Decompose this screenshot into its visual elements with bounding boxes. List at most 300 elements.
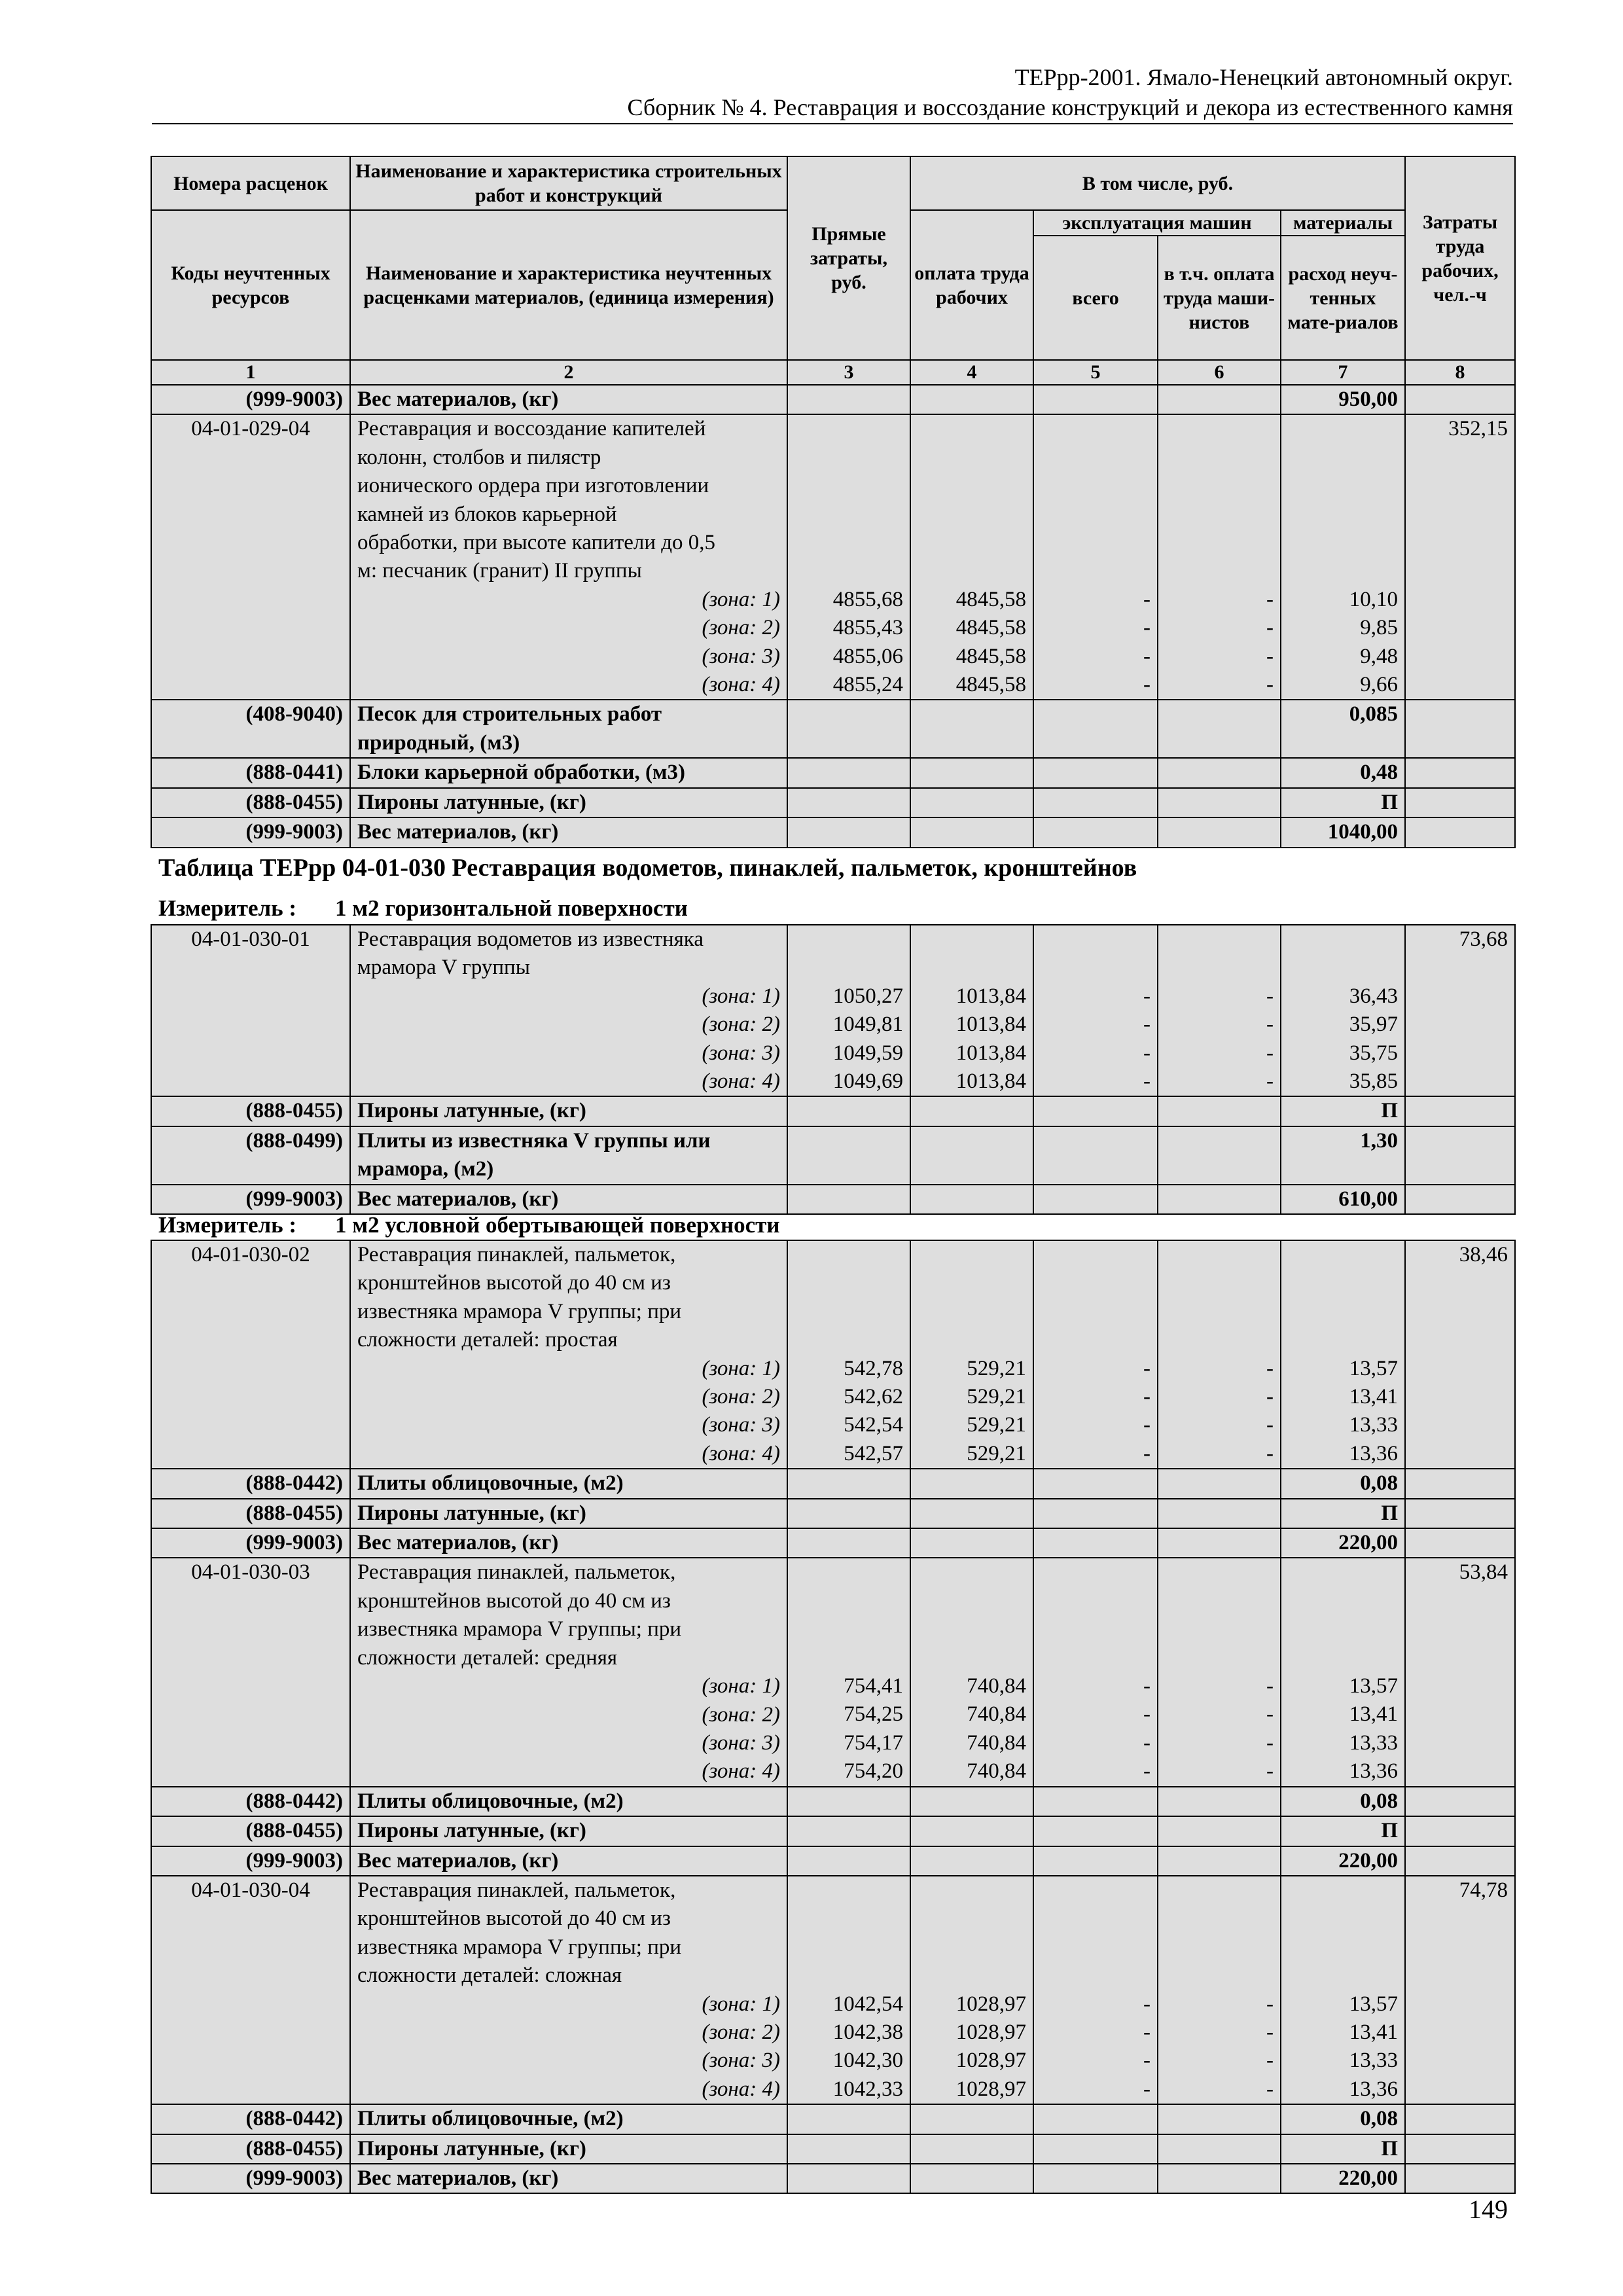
resource-value: 220,00 <box>1281 1528 1405 1558</box>
resource-code: (888-0442) <box>151 1787 350 1816</box>
empty-cell <box>1158 1846 1281 1876</box>
machines-total: - <box>1143 616 1150 640</box>
empty-cell <box>1158 2104 1281 2134</box>
empty-cell <box>1158 817 1281 847</box>
col-labor-pay: оплата труда рабочих <box>910 210 1033 360</box>
machinists-pay: - <box>1266 2049 1274 2073</box>
col-name-work: Наименование и характеристика строительных работ и конструкций <box>350 156 787 210</box>
empty-cell <box>1033 817 1158 847</box>
zone-label: (зона: 1) <box>702 1674 780 1698</box>
empty-cell <box>787 1126 910 1185</box>
empty-cell <box>1033 1499 1158 1528</box>
machinists-pay: - <box>1266 2077 1274 2101</box>
rate-row <box>151 1876 1515 2104</box>
materials-value: 13,36 <box>1349 1441 1398 1465</box>
zone-label: (зона: 3) <box>702 1413 780 1437</box>
resource-row <box>151 2164 1515 2193</box>
spacer <box>918 1558 1026 1672</box>
empty-cell <box>1405 1126 1515 1185</box>
resource-value: 0,085 <box>1281 700 1405 758</box>
rate-name <box>350 925 787 1096</box>
materials-value: 13,33 <box>1349 1413 1398 1437</box>
empty-cell <box>787 385 910 414</box>
resource-code: (888-0455) <box>151 788 350 817</box>
rate-name-line: известняка мрамора V группы; при <box>357 1935 682 1959</box>
empty-cell <box>787 758 910 787</box>
header-line-2: Сборник № 4. Реставрация и воссоздание конструкций и декора из естественного камня <box>627 94 1513 120</box>
labor-pay: 740,84 <box>967 1674 1026 1698</box>
col-machines: эксплуатация машин <box>1033 210 1281 236</box>
column-number: 7 <box>1281 360 1405 385</box>
empty-cell <box>1033 2134 1158 2164</box>
labor-pay-column <box>910 414 1033 700</box>
resource-value: П <box>1281 1499 1405 1528</box>
resource-name <box>350 1846 787 1876</box>
labor-pay-column <box>910 1240 1033 1469</box>
resource-row <box>151 1787 1515 1816</box>
materials-value: 13,41 <box>1349 2020 1398 2044</box>
rate-code: 04-01-030-03 <box>151 1558 350 1786</box>
empty-cell <box>1033 1787 1158 1816</box>
machinists-pay: - <box>1266 1731 1274 1755</box>
machinists-pay-column <box>1158 1876 1281 2104</box>
resource-row <box>151 1499 1515 1528</box>
col-materials: материалы <box>1281 210 1405 236</box>
materials-value: 35,85 <box>1349 1069 1398 1094</box>
empty-cell <box>1405 1499 1515 1528</box>
materials-value: 36,43 <box>1349 984 1398 1008</box>
rate-row <box>151 1558 1515 1786</box>
labor-pay: 1013,84 <box>955 1041 1026 1065</box>
empty-cell <box>787 1469 910 1498</box>
resource-value: 1,30 <box>1281 1126 1405 1185</box>
resource-name <box>350 1499 787 1528</box>
empty-cell <box>1033 758 1158 787</box>
machinists-pay-column <box>1158 925 1281 1096</box>
materials-value-column <box>1281 1558 1405 1786</box>
resource-name-line: Пироны латунные, (кг) <box>357 790 586 814</box>
machines-total: - <box>1143 1441 1150 1465</box>
resource-name-line: Пироны латунные, (кг) <box>357 1099 586 1123</box>
machinists-pay: - <box>1266 1356 1274 1380</box>
zone-label: (зона: 4) <box>702 2077 780 2101</box>
spacer <box>1041 1558 1150 1672</box>
resource-code: (888-0442) <box>151 2104 350 2134</box>
spacer <box>1288 925 1398 982</box>
resource-name <box>350 758 787 787</box>
machines-total: - <box>1143 1759 1150 1784</box>
machinists-pay: - <box>1266 616 1274 640</box>
machinists-pay: - <box>1266 1013 1274 1037</box>
resource-value: 1040,00 <box>1281 817 1405 847</box>
direct-cost: 542,62 <box>844 1385 903 1408</box>
empty-cell <box>1158 385 1281 414</box>
rate-code: 04-01-030-02 <box>151 1240 350 1469</box>
empty-cell <box>1033 1846 1158 1876</box>
machinists-pay: - <box>1266 1069 1274 1094</box>
spacer <box>794 1558 903 1672</box>
labor-hours: 73,68 <box>1405 925 1515 1096</box>
spacer <box>1165 1876 1274 1990</box>
empty-cell <box>1405 700 1515 758</box>
col-rates-no: Номера расценок <box>151 156 350 210</box>
resource-name-line: природный, (м3) <box>357 730 520 755</box>
spacer <box>1041 1876 1150 1990</box>
resource-row <box>151 1096 1515 1126</box>
empty-cell <box>1033 1126 1158 1185</box>
rate-name <box>350 414 787 700</box>
zone-label: (зона: 4) <box>702 1069 780 1094</box>
empty-cell <box>1405 758 1515 787</box>
direct-cost: 542,78 <box>844 1356 903 1380</box>
spacer <box>1041 415 1150 585</box>
spacer <box>794 1876 903 1990</box>
rate-name-line: кронштейнов высотой до 40 см из <box>357 1588 671 1613</box>
resource-row <box>151 1185 1515 1214</box>
machines-total-column <box>1033 1240 1158 1469</box>
rate-name <box>350 1558 787 1786</box>
resource-name-line: Вес материалов, (кг) <box>357 387 559 411</box>
empty-cell <box>910 385 1033 414</box>
empty-cell <box>1405 817 1515 847</box>
resource-name-line: Вес материалов, (кг) <box>357 1187 559 1211</box>
spacer <box>918 1876 1026 1990</box>
direct-cost: 4855,24 <box>832 673 903 697</box>
resource-code: (408-9040) <box>151 700 350 758</box>
empty-cell <box>910 2104 1033 2134</box>
resource-code: (999-9003) <box>151 1846 350 1876</box>
resource-name-line: Пироны латунные, (кг) <box>357 2136 586 2161</box>
direct-cost: 542,54 <box>844 1413 903 1437</box>
spacer <box>918 1241 1026 1355</box>
machinists-pay-column <box>1158 1558 1281 1786</box>
resource-name-line: Плиты облицовочные, (м2) <box>357 1789 624 1813</box>
machines-total: - <box>1143 587 1150 611</box>
machinists-pay: - <box>1266 1385 1274 1408</box>
machines-total-column <box>1033 414 1158 700</box>
spacer <box>1165 1558 1274 1672</box>
col-incl: В том числе, руб. <box>910 156 1405 210</box>
rate-name-line: известняка мрамора V группы; при <box>357 1299 682 1323</box>
labor-hours: 38,46 <box>1405 1240 1515 1469</box>
empty-cell <box>910 758 1033 787</box>
materials-value: 13,57 <box>1349 1992 1398 2016</box>
rate-code: 04-01-030-04 <box>151 1876 350 2104</box>
empty-cell <box>1033 1185 1158 1214</box>
resource-row <box>151 1126 1515 1185</box>
empty-cell <box>1158 700 1281 758</box>
empty-cell <box>1158 1096 1281 1126</box>
resource-name-line: Плиты из известняка V группы или <box>357 1128 711 1153</box>
zone-label: (зона: 2) <box>702 1702 780 1727</box>
machines-total: - <box>1143 984 1150 1008</box>
machinists-pay: - <box>1266 673 1274 697</box>
col-name-mat: Наименование и характеристика неучтенных расценками материалов, (единица измерения) <box>350 210 787 360</box>
direct-cost-column <box>787 414 910 700</box>
resource-name-line: Блоки карьерной обработки, (м3) <box>357 761 685 785</box>
empty-cell <box>1405 1816 1515 1846</box>
spacer <box>1165 925 1274 982</box>
empty-cell <box>910 1185 1033 1214</box>
table-title: Таблица ТЕРрр 04-01-030 Реставрация водометов, пинаклей, пальметок, кронштейнов <box>158 854 1137 882</box>
labor-pay: 529,21 <box>967 1441 1026 1465</box>
resource-row <box>151 788 1515 817</box>
resource-name <box>350 1816 787 1846</box>
machinists-pay: - <box>1266 587 1274 611</box>
empty-cell <box>1158 2164 1281 2193</box>
empty-cell <box>910 1096 1033 1126</box>
zone-label: (зона: 3) <box>702 1731 780 1755</box>
empty-cell <box>787 2134 910 2164</box>
empty-cell <box>1158 1499 1281 1528</box>
resource-name-line: Вес материалов, (кг) <box>357 2166 559 2190</box>
column-numbers-row <box>151 360 1515 385</box>
empty-cell <box>910 817 1033 847</box>
materials-value: 13,41 <box>1349 1702 1398 1727</box>
empty-cell <box>1405 2134 1515 2164</box>
measure-2 <box>158 1211 780 1240</box>
labor-pay: 4845,58 <box>955 616 1026 640</box>
rate-name-line: Реставрация пинаклей, пальметок, <box>357 1560 676 1585</box>
resource-name-line: Плиты облицовочные, (м2) <box>357 2107 624 2131</box>
materials-value-column <box>1281 414 1405 700</box>
resource-code: (888-0455) <box>151 1499 350 1528</box>
empty-cell <box>1033 1469 1158 1498</box>
column-number: 3 <box>787 360 910 385</box>
labor-pay: 1028,97 <box>955 1992 1026 2016</box>
labor-pay: 740,84 <box>967 1759 1026 1784</box>
empty-cell <box>910 700 1033 758</box>
spacer <box>918 415 1026 585</box>
empty-cell <box>910 1528 1033 1558</box>
empty-cell <box>1158 1185 1281 1214</box>
machinists-pay: - <box>1266 1992 1274 2016</box>
zone-label: (зона: 2) <box>702 1385 780 1409</box>
empty-cell <box>910 2164 1033 2193</box>
labor-pay: 1028,97 <box>955 2020 1026 2044</box>
resource-name <box>350 1126 787 1185</box>
col-labor: Затраты труда рабочих, чел.-ч <box>1405 156 1515 360</box>
empty-cell <box>1405 1528 1515 1558</box>
labor-pay: 1028,97 <box>955 2077 1026 2101</box>
empty-cell <box>910 1499 1033 1528</box>
resource-code: (888-0455) <box>151 1816 350 1846</box>
resource-value: 0,48 <box>1281 758 1405 787</box>
rate-code: 04-01-029-04 <box>151 414 350 700</box>
resource-name <box>350 788 787 817</box>
machines-total: - <box>1143 1013 1150 1037</box>
spacer <box>1288 1241 1398 1355</box>
empty-cell <box>1405 1469 1515 1498</box>
materials-value: 35,75 <box>1349 1041 1398 1065</box>
column-number: 1 <box>151 360 350 385</box>
empty-cell <box>787 817 910 847</box>
direct-cost: 542,57 <box>844 1441 903 1465</box>
rate-name-line: ионического ордера при изготовлении <box>357 474 709 498</box>
materials-value: 13,57 <box>1349 1356 1398 1380</box>
empty-cell <box>787 1096 910 1126</box>
machines-total: - <box>1143 1356 1150 1380</box>
spacer <box>794 925 903 982</box>
labor-pay: 4845,58 <box>955 673 1026 697</box>
rate-name-line: обработки, при высоте капители до 0,5 <box>357 531 716 555</box>
resource-name <box>350 385 787 414</box>
direct-cost: 1042,30 <box>832 2049 903 2073</box>
rate-name-line: известняка мрамора V группы; при <box>357 1617 682 1641</box>
zone-label: (зона: 1) <box>702 1992 780 2016</box>
column-number: 6 <box>1158 360 1281 385</box>
resource-name-line: Пироны латунные, (кг) <box>357 1501 586 1525</box>
resource-value: 610,00 <box>1281 1185 1405 1214</box>
empty-cell <box>1158 1469 1281 1498</box>
empty-cell <box>1158 1126 1281 1185</box>
labor-pay: 1013,84 <box>955 1013 1026 1037</box>
rate-name <box>350 1240 787 1469</box>
resource-code: (888-0442) <box>151 1469 350 1498</box>
spacer <box>794 1241 903 1355</box>
spacer <box>1041 925 1150 982</box>
materials-value: 9,85 <box>1360 616 1399 640</box>
direct-cost: 754,17 <box>844 1731 903 1755</box>
labor-pay-column <box>910 1558 1033 1786</box>
resource-name <box>350 1528 787 1558</box>
direct-cost-column <box>787 1240 910 1469</box>
empty-cell <box>910 1126 1033 1185</box>
resource-name-line: Пироны латунные, (кг) <box>357 1819 586 1843</box>
rate-name-line: сложности деталей: средняя <box>357 1645 618 1670</box>
materials-value: 13,57 <box>1349 1674 1398 1698</box>
resource-row <box>151 2104 1515 2134</box>
rates-table-1 <box>151 156 1516 848</box>
empty-cell <box>1158 1816 1281 1846</box>
rate-name-line: камней из блоков карьерной <box>357 502 617 526</box>
resource-code: (999-9003) <box>151 1528 350 1558</box>
measure-value: 1 м2 условной обертывающей поверхности <box>335 1212 780 1238</box>
zone-label: (зона: 3) <box>702 644 780 668</box>
direct-cost: 1050,27 <box>832 984 903 1008</box>
empty-cell <box>910 2134 1033 2164</box>
empty-cell <box>787 1499 910 1528</box>
empty-cell <box>787 1528 910 1558</box>
labor-hours: 74,78 <box>1405 1876 1515 2104</box>
page-number: 149 <box>1469 2195 1508 2224</box>
resource-code: (888-0499) <box>151 1126 350 1185</box>
materials-value-column <box>1281 925 1405 1096</box>
empty-cell <box>1405 1096 1515 1126</box>
rate-name-line: Реставрация водометов из известняка <box>357 927 704 951</box>
resource-row <box>151 385 1515 414</box>
resource-name <box>350 817 787 847</box>
resource-code: (888-0441) <box>151 758 350 787</box>
empty-cell <box>1405 1787 1515 1816</box>
column-number: 5 <box>1033 360 1158 385</box>
empty-cell <box>787 2164 910 2193</box>
empty-cell <box>787 788 910 817</box>
resource-name-line: Вес материалов, (кг) <box>357 820 559 844</box>
col-machinists-pay: в т.ч. оплата труда маши-нистов <box>1158 236 1281 360</box>
machines-total: - <box>1143 644 1150 668</box>
empty-cell <box>1405 788 1515 817</box>
machinists-pay: - <box>1266 2020 1274 2044</box>
resource-value: 0,08 <box>1281 1469 1405 1498</box>
column-number: 2 <box>350 360 787 385</box>
machines-total: - <box>1143 1731 1150 1755</box>
machines-total-column <box>1033 925 1158 1096</box>
empty-cell <box>1033 385 1158 414</box>
direct-cost-column <box>787 1876 910 2104</box>
header-rule <box>152 123 1513 124</box>
zone-label: (зона: 2) <box>702 616 780 640</box>
machines-total: - <box>1143 2077 1150 2101</box>
empty-cell <box>1033 2164 1158 2193</box>
col-direct: Прямые затраты, руб. <box>787 156 910 360</box>
zone-label: (зона: 3) <box>702 1041 780 1065</box>
zone-label: (зона: 4) <box>702 1441 780 1465</box>
machinists-pay-column <box>1158 1240 1281 1469</box>
materials-value: 13,36 <box>1349 2077 1398 2101</box>
measure-value: 1 м2 горизонтальной поверхности <box>335 895 688 921</box>
machinists-pay: - <box>1266 1702 1274 1727</box>
resource-row <box>151 758 1515 787</box>
spacer <box>1165 1241 1274 1355</box>
resource-value: П <box>1281 788 1405 817</box>
labor-pay: 1028,97 <box>955 2049 1026 2073</box>
machinists-pay: - <box>1266 644 1274 668</box>
machinists-pay: - <box>1266 1759 1274 1784</box>
rate-row <box>151 925 1515 1096</box>
empty-cell <box>787 1846 910 1876</box>
resource-row <box>151 1469 1515 1498</box>
rate-name-line: сложности деталей: простая <box>357 1328 618 1352</box>
spacer <box>1165 415 1274 585</box>
resource-code: (999-9003) <box>151 817 350 847</box>
resource-name <box>350 1096 787 1126</box>
materials-value: 13,36 <box>1349 1759 1398 1784</box>
resource-name <box>350 2164 787 2193</box>
resource-value: П <box>1281 1096 1405 1126</box>
machines-total: - <box>1143 1385 1150 1408</box>
empty-cell <box>787 2104 910 2134</box>
empty-cell <box>1158 788 1281 817</box>
direct-cost: 4855,06 <box>832 644 903 668</box>
direct-cost-column <box>787 1558 910 1786</box>
resource-name-line: Плиты облицовочные, (м2) <box>357 1471 624 1496</box>
rate-name-line: м: песчаник (гранит) II группы <box>357 559 642 583</box>
resource-name <box>350 1469 787 1498</box>
resource-code: (999-9003) <box>151 1185 350 1214</box>
header-line-1: ТЕРрр-2001. Ямало-Ненецкий автономный округ. <box>1014 64 1513 90</box>
zone-label: (зона: 2) <box>702 1013 780 1037</box>
machinists-pay-column <box>1158 414 1281 700</box>
resource-value: 220,00 <box>1281 2164 1405 2193</box>
empty-cell <box>1405 385 1515 414</box>
machines-total: - <box>1143 1069 1150 1094</box>
labor-pay: 740,84 <box>967 1731 1026 1755</box>
empty-cell <box>1158 1528 1281 1558</box>
resource-code: (999-9003) <box>151 2164 350 2193</box>
materials-value: 9,66 <box>1360 673 1399 697</box>
resource-name <box>350 2104 787 2134</box>
resource-row <box>151 1816 1515 1846</box>
machinists-pay: - <box>1266 1674 1274 1698</box>
empty-cell <box>787 1816 910 1846</box>
materials-value: 13,41 <box>1349 1385 1398 1408</box>
labor-hours: 352,15 <box>1405 414 1515 700</box>
measure-label: Измеритель : <box>158 895 297 921</box>
zone-label: (зона: 3) <box>702 2049 780 2073</box>
machines-total: - <box>1143 1702 1150 1727</box>
empty-cell <box>1033 1096 1158 1126</box>
